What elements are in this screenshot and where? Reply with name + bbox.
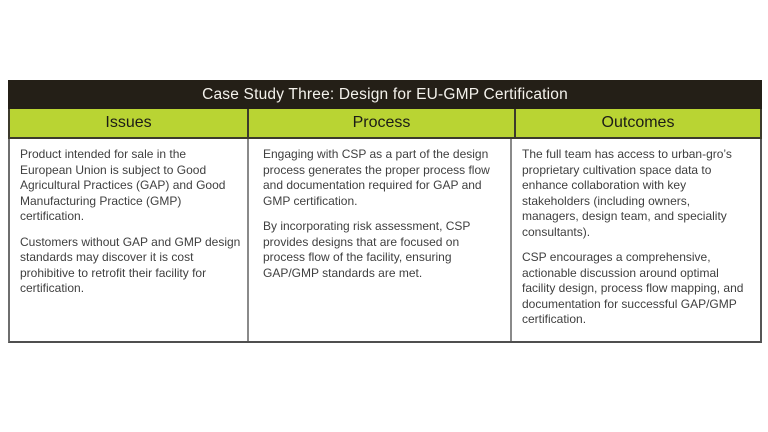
body-cell-outcomes xyxy=(512,139,756,341)
process-paragraph-2: By incorporating risk assessment, CSP provides designs that are focused on process flow of the facility, ensuring GAP/GMP standards are met. xyxy=(263,219,471,280)
header-cell-process: Process xyxy=(247,109,516,137)
header-cell-issues: Issues xyxy=(105,114,152,131)
table-title: Case Study Three: Design for EU-GMP Certification xyxy=(202,85,568,103)
header-cell-outcomes: Outcomes xyxy=(601,114,675,131)
body-cell-issues xyxy=(10,139,247,341)
table-header-row xyxy=(8,109,762,139)
case-study-table xyxy=(8,80,762,343)
issues-paragraph-1: Product intended for sale in the European Union is subject to Good Agricultural Practices (GAP) and Good Manufacturing Practice (GMP) certification. xyxy=(20,147,226,223)
outcomes-paragraph-1: The full team has access to urban-gro’s proprietary cultivation space data to enhance collaboration with key stakeholders (including owners, managers, design team, and speciality consultants). xyxy=(522,147,732,239)
outcomes-paragraph-2: CSP encourages a comprehensive, actionable discussion around optimal facility design, process flow mapping, and documentation for successful GAP/GMP certification. xyxy=(522,250,744,326)
body-cell-process xyxy=(247,139,512,341)
table-body-row xyxy=(8,139,762,343)
table-title-bar xyxy=(8,80,762,109)
process-paragraph-1: Engaging with CSP as a part of the design process generates the proper process flow and documentation required for GAP and GMP certification. xyxy=(263,147,490,208)
issues-paragraph-2: Customers without GAP and GMP design standards may discover it is cost prohibitive to retrofit their facility for certification. xyxy=(20,234,241,295)
